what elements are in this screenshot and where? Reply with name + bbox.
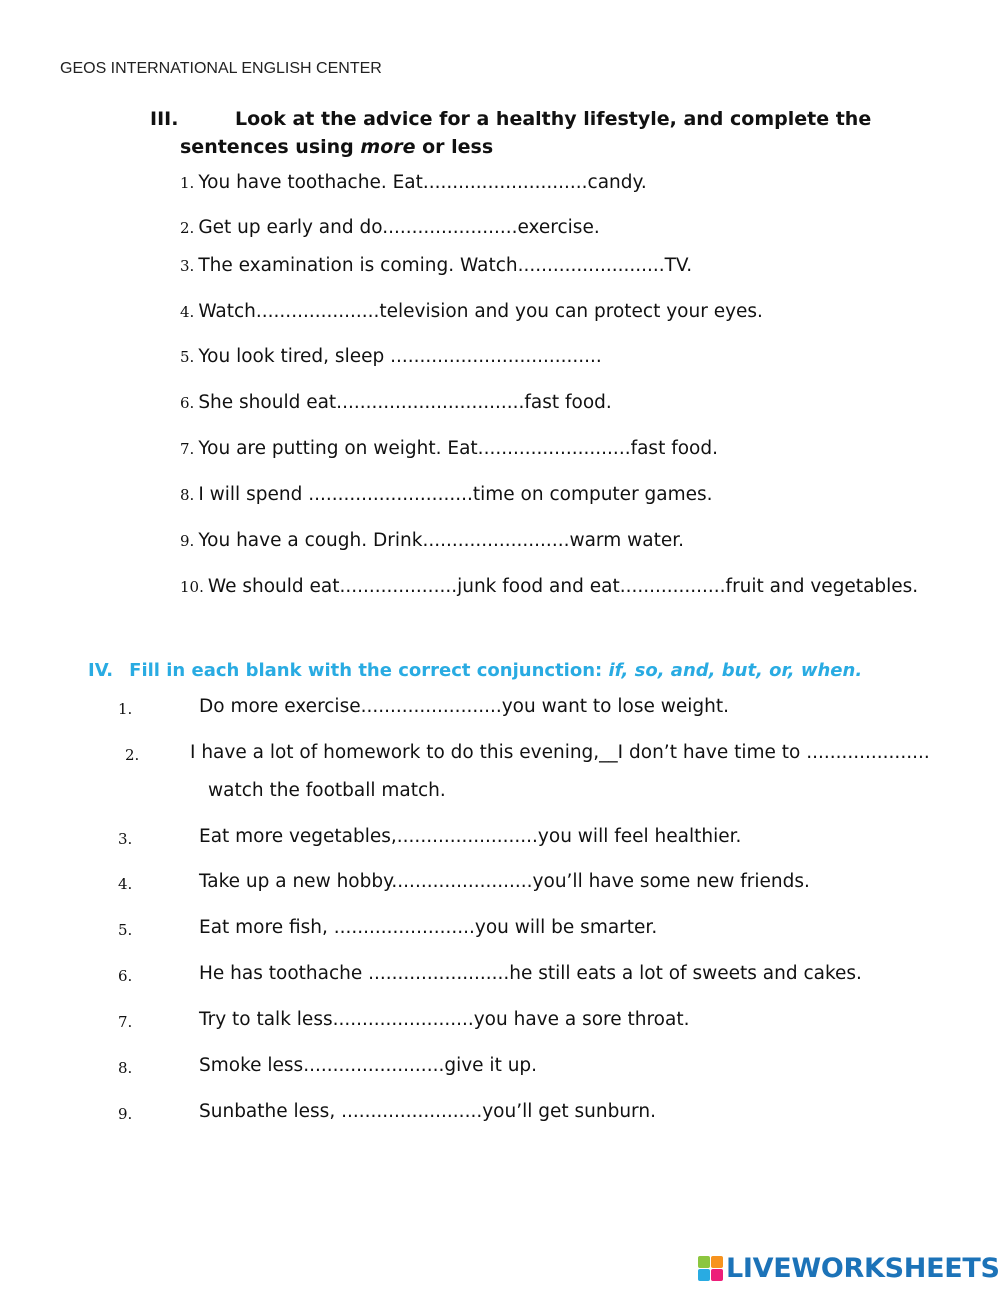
item-text: I will spend ............................time on computer games. — [198, 484, 713, 505]
item-number: 9. — [180, 532, 195, 550]
item-text: You look tired, sleep .................................... — [198, 346, 602, 367]
section-4-item-number: 5. — [118, 921, 133, 939]
conjunction-list: if, so, and, but, or, when. — [608, 660, 863, 681]
instruction-prefix: sentences using — [180, 136, 361, 158]
section-4-item-number: 1. — [118, 700, 133, 718]
section-4-item-number: 9. — [118, 1105, 133, 1123]
section-4-item-number: 6. — [118, 967, 133, 985]
section-4-item-text: Eat more vegetables,........................you will feel healthier. — [199, 826, 742, 847]
section-3-item — [180, 217, 600, 238]
section-3-instruction-line2 — [180, 136, 493, 158]
item-number: 3. — [180, 257, 195, 275]
logo-text: LIVEWORKSHEETS — [726, 1253, 1000, 1284]
item-text: Watch.....................television and you can protect your eyes. — [198, 301, 763, 322]
section-3-item — [180, 392, 612, 413]
section-4-item-text: Smoke less........................give it up. — [199, 1055, 538, 1076]
section-3-item — [180, 301, 763, 322]
section-3-item — [180, 530, 684, 551]
section-4-number: IV. — [88, 660, 114, 681]
item-number: 8. — [180, 486, 195, 504]
item-number: 5. — [180, 348, 195, 366]
section-4-item-text: Try to talk less........................you have a sore throat. — [199, 1009, 690, 1030]
section-3-number: III. — [150, 108, 179, 130]
section-4-item-text: He has toothache ........................he still eats a lot of sweets and cakes. — [199, 963, 862, 984]
section-3-item — [180, 438, 718, 459]
section-3-item — [180, 172, 647, 193]
section-4-item-text-continued: watch the football match. — [208, 780, 446, 801]
section-4-heading — [88, 660, 862, 681]
section-4-item-text: Sunbathe less, ........................you’ll get sunburn. — [199, 1101, 656, 1122]
section-4-item-number: 2. — [125, 746, 140, 764]
item-number: 4. — [180, 303, 195, 321]
item-text: You are putting on weight. Eat..........................fast food. — [198, 438, 718, 459]
liveworksheets-logo[interactable] — [698, 1253, 1000, 1284]
logo-block — [711, 1269, 723, 1281]
item-text: The examination is coming. Watch.........................TV. — [198, 255, 693, 276]
section-3-instruction-line1: Look at the advice for a healthy lifestyle, and complete the — [235, 108, 872, 130]
item-text: You have toothache. Eat............................candy. — [198, 172, 647, 193]
section-4-item-text: Take up a new hobby........................you’ll have some new friends. — [199, 871, 810, 892]
section-3-item — [180, 576, 918, 597]
item-text: Get up early and do.......................exercise. — [198, 217, 600, 238]
item-text: She should eat................................fast food. — [198, 392, 612, 413]
item-number: 6. — [180, 394, 195, 412]
section-4-item-number: 8. — [118, 1059, 133, 1077]
logo-block — [711, 1256, 723, 1268]
item-number: 7. — [180, 440, 195, 458]
item-text: We should eat....................junk food and eat..................fruit and vegetables. — [207, 576, 919, 597]
section-4-item-number: 7. — [118, 1013, 133, 1031]
section-4-item-number: 3. — [118, 830, 133, 848]
instruction-emphasis: more — [360, 136, 416, 158]
section-3-item — [180, 255, 692, 276]
section-4-item-text: I have a lot of homework to do this evening,__I don’t have time to ..................... — [190, 742, 930, 763]
item-number: 10. — [180, 578, 204, 596]
section-4-item-text: Do more exercise........................you want to lose weight. — [199, 696, 729, 717]
section-4-item-number: 4. — [118, 875, 133, 893]
logo-block — [698, 1256, 710, 1268]
logo-block — [698, 1269, 710, 1281]
logo-blocks-icon — [698, 1256, 723, 1281]
section-4-item-text: Eat more fish, ........................you will be smarter. — [199, 917, 658, 938]
page-header: GEOS INTERNATIONAL ENGLISH CENTER — [60, 60, 382, 77]
section-4-instruction: Fill in each blank with the correct conjunction: — [129, 660, 609, 681]
item-number: 1. — [180, 174, 195, 192]
item-text: You have a cough. Drink.........................warm water. — [198, 530, 685, 551]
section-3-item — [180, 346, 602, 367]
section-3-item — [180, 484, 713, 505]
item-number: 2. — [180, 219, 195, 237]
instruction-suffix: or less — [415, 136, 494, 158]
